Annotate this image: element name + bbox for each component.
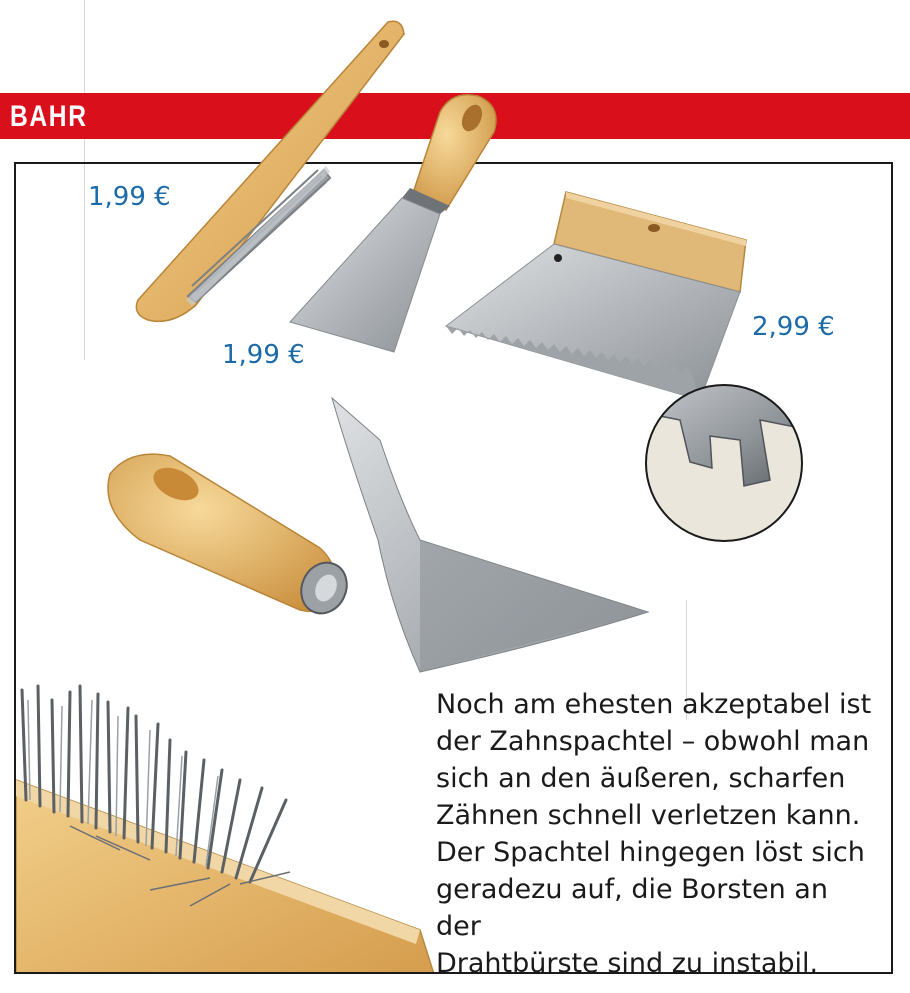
brush-bristles-closeup-image	[16, 686, 440, 993]
price-scraper: 1,99 €	[222, 340, 305, 370]
brand-title: BAHR	[10, 100, 88, 133]
caption-text: Noch am ehesten akzeptabel ist der Zahnspachtel – obwohl man sich an den äußeren, scharfen Zähnen schnell verletzen kann. Der Spachtel hingegen löst sich geradezu auf, die Borsten an der Drahtbürste sind zu instabil.	[436, 689, 872, 979]
broken-scraper-image	[332, 398, 648, 672]
trowel-teeth-detail-image	[640, 380, 810, 550]
price-wire-brush: 1,99 €	[88, 182, 171, 212]
price-notched-trowel: 2,99 €	[752, 312, 835, 342]
broken-scraper-handle-image	[108, 454, 355, 621]
notched-trowel-image	[446, 192, 746, 400]
